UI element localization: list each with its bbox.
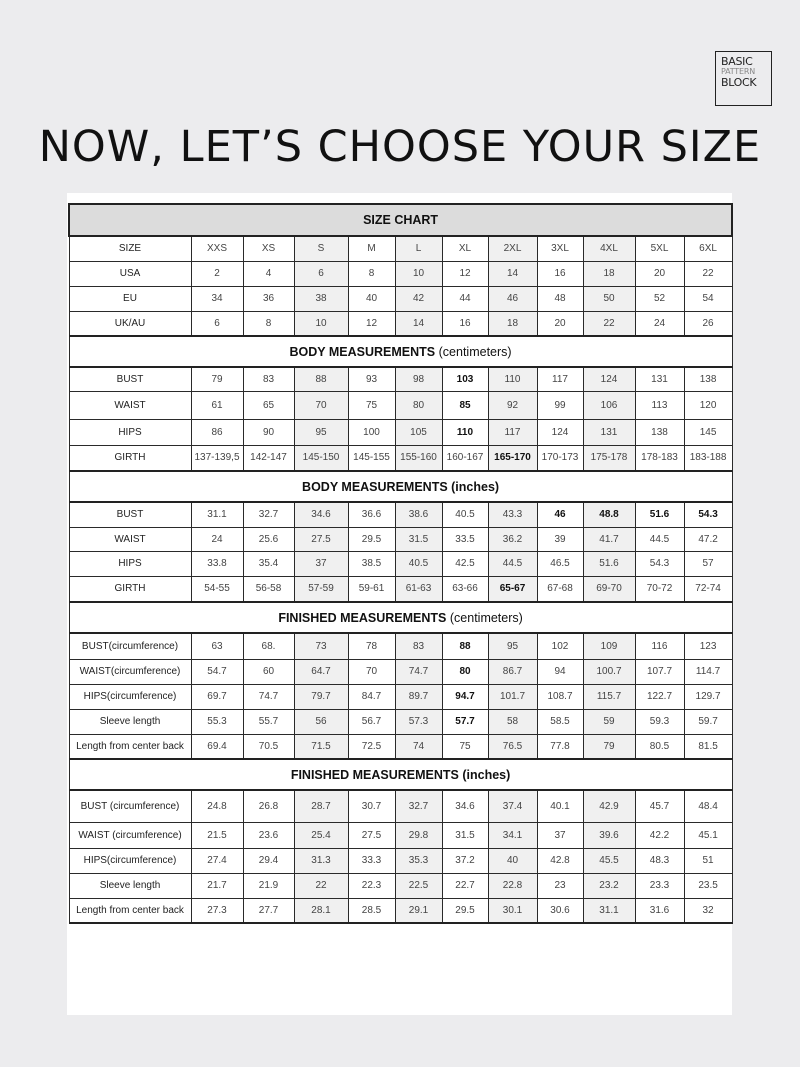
logo-line-3: BLOCK	[721, 76, 757, 89]
measure-cell: 142-147	[243, 445, 294, 471]
measure-cell: 25.4	[294, 822, 348, 848]
size-cell: 6	[191, 311, 243, 336]
measure-cell: 42.2	[635, 822, 684, 848]
measure-cell: 83	[243, 367, 294, 391]
row-label: BUST (circumference)	[69, 790, 191, 822]
size-cell: 54	[684, 286, 732, 311]
measure-cell: 65-67	[488, 576, 537, 602]
measure-cell: 78	[348, 633, 395, 659]
measure-cell: 170-173	[537, 445, 583, 471]
measure-cell: 31.1	[583, 898, 635, 923]
measure-cell: 105	[395, 419, 442, 445]
measure-cell: 23.3	[635, 873, 684, 898]
row-label: HIPS(circumference)	[69, 848, 191, 873]
measure-cell: 35.3	[395, 848, 442, 873]
page-headline: NOW, LET’S CHOOSE YOUR SIZE	[38, 122, 762, 172]
measure-cell: 79	[191, 367, 243, 391]
measure-cell: 88	[294, 367, 348, 391]
measure-cell: 124	[537, 419, 583, 445]
measure-cell: 44.5	[488, 551, 537, 576]
size-cell: 14	[488, 261, 537, 286]
measure-cell: 107.7	[635, 659, 684, 684]
measure-cell: 145	[684, 419, 732, 445]
measure-cell: 42.9	[583, 790, 635, 822]
size-cell: 16	[537, 261, 583, 286]
measure-cell: 30.1	[488, 898, 537, 923]
row-label: EU	[69, 286, 191, 311]
size-cell: 6	[294, 261, 348, 286]
measure-cell: 69.7	[191, 684, 243, 709]
measure-cell: 80	[442, 659, 488, 684]
measure-cell: 58	[488, 709, 537, 734]
size-cell: 38	[294, 286, 348, 311]
measure-cell: 22.5	[395, 873, 442, 898]
size-cell: 18	[488, 311, 537, 336]
measure-cell: 89.7	[395, 684, 442, 709]
size-cell: 4	[243, 261, 294, 286]
measure-cell: 74.7	[395, 659, 442, 684]
measure-cell: 138	[684, 367, 732, 391]
measure-cell: 37.4	[488, 790, 537, 822]
measure-cell: 31.5	[442, 822, 488, 848]
measure-cell: 40.5	[442, 502, 488, 527]
size-cell: 22	[583, 311, 635, 336]
measure-cell: 38.5	[348, 551, 395, 576]
measure-cell: 22.7	[442, 873, 488, 898]
measure-cell: 21.7	[191, 873, 243, 898]
measure-cell: 30.6	[537, 898, 583, 923]
measure-cell: 29.4	[243, 848, 294, 873]
measure-cell: 100	[348, 419, 395, 445]
section-header	[69, 759, 732, 790]
size-cell: 52	[635, 286, 684, 311]
measure-cell: 59.3	[635, 709, 684, 734]
section-title: BODY MEASUREMENTS	[289, 344, 436, 359]
measure-cell: 44.5	[635, 527, 684, 551]
measure-cell: 73	[294, 633, 348, 659]
measure-cell: 93	[348, 367, 395, 391]
measure-cell: 34.6	[442, 790, 488, 822]
size-cell: S	[294, 236, 348, 261]
measure-cell: 98	[395, 367, 442, 391]
size-cell: 12	[442, 261, 488, 286]
measure-cell: 42.5	[442, 551, 488, 576]
size-cell: L	[395, 236, 442, 261]
measure-cell: 48.3	[635, 848, 684, 873]
measure-cell: 23.2	[583, 873, 635, 898]
measure-cell: 37	[294, 551, 348, 576]
measure-cell: 33.5	[442, 527, 488, 551]
measure-cell: 57.3	[395, 709, 442, 734]
row-label: GIRTH	[69, 576, 191, 602]
measure-cell: 57	[684, 551, 732, 576]
measure-cell: 59-61	[348, 576, 395, 602]
measure-cell: 165-170	[488, 445, 537, 471]
measure-cell: 58.5	[537, 709, 583, 734]
measure-cell: 43.3	[488, 502, 537, 527]
measure-cell: 114.7	[684, 659, 732, 684]
measure-cell: 56-58	[243, 576, 294, 602]
row-label: Length from center back	[69, 734, 191, 759]
measure-cell: 27.4	[191, 848, 243, 873]
measure-cell: 26.8	[243, 790, 294, 822]
measure-cell: 101.7	[488, 684, 537, 709]
row-label: SIZE	[69, 236, 191, 261]
measure-cell: 38.6	[395, 502, 442, 527]
section-header	[69, 471, 732, 502]
row-label: Sleeve length	[69, 873, 191, 898]
measure-cell: 110	[488, 367, 537, 391]
size-cell: XXS	[191, 236, 243, 261]
measure-cell: 124	[583, 367, 635, 391]
measure-cell: 29.1	[395, 898, 442, 923]
measure-cell: 109	[583, 633, 635, 659]
measure-cell: 47.2	[684, 527, 732, 551]
measure-cell: 55.3	[191, 709, 243, 734]
measure-cell: 63	[191, 633, 243, 659]
measure-cell: 45.5	[583, 848, 635, 873]
measure-cell: 45.1	[684, 822, 732, 848]
row-label: WAIST	[69, 527, 191, 551]
measure-cell: 24	[191, 527, 243, 551]
measure-cell: 72.5	[348, 734, 395, 759]
measure-cell: 70	[348, 659, 395, 684]
measure-cell: 21.9	[243, 873, 294, 898]
measure-cell: 70-72	[635, 576, 684, 602]
measure-cell: 100.7	[583, 659, 635, 684]
row-label: GIRTH	[69, 445, 191, 471]
row-label: WAIST(circumference)	[69, 659, 191, 684]
measure-cell: 56	[294, 709, 348, 734]
size-cell: 20	[635, 261, 684, 286]
measure-cell: 84.7	[348, 684, 395, 709]
measure-cell: 57.7	[442, 709, 488, 734]
measure-cell: 65	[243, 391, 294, 419]
size-cell: 50	[583, 286, 635, 311]
measure-cell: 138	[635, 419, 684, 445]
measure-cell: 178-183	[635, 445, 684, 471]
measure-cell: 71.5	[294, 734, 348, 759]
row-label: UK/AU	[69, 311, 191, 336]
size-cell: 18	[583, 261, 635, 286]
measure-cell: 21.5	[191, 822, 243, 848]
measure-cell: 27.7	[243, 898, 294, 923]
measure-cell: 67-68	[537, 576, 583, 602]
measure-cell: 122.7	[635, 684, 684, 709]
measure-cell: 90	[243, 419, 294, 445]
size-cell: 20	[537, 311, 583, 336]
logo-line-1: BASIC	[721, 55, 753, 68]
measure-cell: 24.8	[191, 790, 243, 822]
measure-cell: 34.6	[294, 502, 348, 527]
measure-cell: 80.5	[635, 734, 684, 759]
measure-cell: 27.5	[294, 527, 348, 551]
measure-cell: 103	[442, 367, 488, 391]
measure-cell: 76.5	[488, 734, 537, 759]
size-cell: 42	[395, 286, 442, 311]
measure-cell: 23	[537, 873, 583, 898]
measure-cell: 110	[442, 419, 488, 445]
size-cell: XS	[243, 236, 294, 261]
measure-cell: 80	[395, 391, 442, 419]
measure-cell: 131	[583, 419, 635, 445]
measure-cell: 29.8	[395, 822, 442, 848]
size-cell: 24	[635, 311, 684, 336]
size-cell: 26	[684, 311, 732, 336]
row-label: HIPS	[69, 551, 191, 576]
measure-cell: 29.5	[348, 527, 395, 551]
row-label: BUST	[69, 367, 191, 391]
size-cell: 46	[488, 286, 537, 311]
measure-cell: 51.6	[583, 551, 635, 576]
size-cell: 36	[243, 286, 294, 311]
measure-cell: 74	[395, 734, 442, 759]
measure-cell: 54.3	[635, 551, 684, 576]
measure-cell: 48.8	[583, 502, 635, 527]
measure-cell: 145-155	[348, 445, 395, 471]
measure-cell: 94	[537, 659, 583, 684]
measure-cell: 94.7	[442, 684, 488, 709]
measure-cell: 145-150	[294, 445, 348, 471]
section-title: FINISHED MEASUREMENTS	[278, 610, 447, 625]
measure-cell: 31.1	[191, 502, 243, 527]
measure-cell: 113	[635, 391, 684, 419]
measure-cell: 61-63	[395, 576, 442, 602]
measure-cell: 137-139,5	[191, 445, 243, 471]
measure-cell: 120	[684, 391, 732, 419]
measure-cell: 32	[684, 898, 732, 923]
measure-cell: 39	[537, 527, 583, 551]
measure-cell: 22.8	[488, 873, 537, 898]
measure-cell: 23.5	[684, 873, 732, 898]
section-title: BODY MEASUREMENTS (inches)	[302, 479, 500, 494]
measure-cell: 68.	[243, 633, 294, 659]
measure-cell: 72-74	[684, 576, 732, 602]
measure-cell: 27.5	[348, 822, 395, 848]
measure-cell: 86	[191, 419, 243, 445]
measure-cell: 28.1	[294, 898, 348, 923]
size-cell: 8	[243, 311, 294, 336]
measure-cell: 95	[488, 633, 537, 659]
measure-cell: 37.2	[442, 848, 488, 873]
section-header	[69, 336, 732, 367]
measure-cell: 46.5	[537, 551, 583, 576]
measure-cell: 117	[488, 419, 537, 445]
measure-cell: 60	[243, 659, 294, 684]
measure-cell: 31.6	[635, 898, 684, 923]
measure-cell: 83	[395, 633, 442, 659]
size-cell: 5XL	[635, 236, 684, 261]
measure-cell: 28.5	[348, 898, 395, 923]
measure-cell: 31.5	[395, 527, 442, 551]
measure-cell: 36.6	[348, 502, 395, 527]
measure-cell: 123	[684, 633, 732, 659]
measure-cell: 69.4	[191, 734, 243, 759]
measure-cell: 99	[537, 391, 583, 419]
size-cell: 10	[294, 311, 348, 336]
measure-cell: 86.7	[488, 659, 537, 684]
measure-cell: 116	[635, 633, 684, 659]
measure-cell: 32.7	[395, 790, 442, 822]
measure-cell: 51.6	[635, 502, 684, 527]
measure-cell: 40.1	[537, 790, 583, 822]
measure-cell: 40	[488, 848, 537, 873]
measure-cell: 29.5	[442, 898, 488, 923]
measure-cell: 33.3	[348, 848, 395, 873]
size-cell: 10	[395, 261, 442, 286]
measure-cell: 40.5	[395, 551, 442, 576]
row-label: WAIST	[69, 391, 191, 419]
measure-cell: 25.6	[243, 527, 294, 551]
size-cell: M	[348, 236, 395, 261]
size-cell: 6XL	[684, 236, 732, 261]
size-cell: 44	[442, 286, 488, 311]
measure-cell: 30.7	[348, 790, 395, 822]
measure-cell: 79	[583, 734, 635, 759]
measure-cell: 85	[442, 391, 488, 419]
measure-cell: 36.2	[488, 527, 537, 551]
measure-cell: 37	[537, 822, 583, 848]
size-cell: 22	[684, 261, 732, 286]
measure-cell: 57-59	[294, 576, 348, 602]
measure-cell: 117	[537, 367, 583, 391]
measure-cell: 63-66	[442, 576, 488, 602]
measure-cell: 28.7	[294, 790, 348, 822]
measure-cell: 56.7	[348, 709, 395, 734]
row-label: Sleeve length	[69, 709, 191, 734]
size-cell: 3XL	[537, 236, 583, 261]
measure-cell: 115.7	[583, 684, 635, 709]
measure-cell: 41.7	[583, 527, 635, 551]
size-cell: 4XL	[583, 236, 635, 261]
measure-cell: 70	[294, 391, 348, 419]
size-cell: 48	[537, 286, 583, 311]
size-cell: 16	[442, 311, 488, 336]
section-unit: (centimeters)	[438, 344, 512, 359]
size-chart-title: SIZE CHART	[69, 204, 732, 236]
measure-cell: 48.4	[684, 790, 732, 822]
size-cell: XL	[442, 236, 488, 261]
measure-cell: 54-55	[191, 576, 243, 602]
measure-cell: 183-188	[684, 445, 732, 471]
row-label: BUST(circumference)	[69, 633, 191, 659]
row-label: Length from center back	[69, 898, 191, 923]
measure-cell: 42.8	[537, 848, 583, 873]
measure-cell: 88	[442, 633, 488, 659]
size-cell: 2	[191, 261, 243, 286]
size-cell: 8	[348, 261, 395, 286]
row-label: HIPS(circumference)	[69, 684, 191, 709]
measure-cell: 61	[191, 391, 243, 419]
measure-cell: 75	[348, 391, 395, 419]
measure-cell: 155-160	[395, 445, 442, 471]
section-title: FINISHED MEASUREMENTS (inches)	[290, 767, 511, 782]
measure-cell: 160-167	[442, 445, 488, 471]
measure-cell: 46	[537, 502, 583, 527]
measure-cell: 75	[442, 734, 488, 759]
measure-cell: 64.7	[294, 659, 348, 684]
measure-cell: 54.7	[191, 659, 243, 684]
measure-cell: 59.7	[684, 709, 732, 734]
measure-cell: 77.8	[537, 734, 583, 759]
measure-cell: 54.3	[684, 502, 732, 527]
measure-cell: 34.1	[488, 822, 537, 848]
measure-cell: 22	[294, 873, 348, 898]
measure-cell: 175-178	[583, 445, 635, 471]
measure-cell: 27.3	[191, 898, 243, 923]
measure-cell: 45.7	[635, 790, 684, 822]
measure-cell: 22.3	[348, 873, 395, 898]
size-cell: 34	[191, 286, 243, 311]
measure-cell: 74.7	[243, 684, 294, 709]
measure-cell: 92	[488, 391, 537, 419]
size-cell: 40	[348, 286, 395, 311]
size-cell: 2XL	[488, 236, 537, 261]
row-label: WAIST (circumference)	[69, 822, 191, 848]
measure-cell: 108.7	[537, 684, 583, 709]
logo-line-2: PATTERN	[721, 67, 755, 76]
size-chart-table	[68, 203, 733, 924]
measure-cell: 70.5	[243, 734, 294, 759]
row-label: HIPS	[69, 419, 191, 445]
measure-cell: 106	[583, 391, 635, 419]
measure-cell: 69-70	[583, 576, 635, 602]
measure-cell: 95	[294, 419, 348, 445]
measure-cell: 55.7	[243, 709, 294, 734]
size-cell: 14	[395, 311, 442, 336]
brand-logo	[715, 51, 772, 106]
measure-cell: 79.7	[294, 684, 348, 709]
measure-cell: 23.6	[243, 822, 294, 848]
measure-cell: 102	[537, 633, 583, 659]
section-unit: (centimeters)	[449, 610, 523, 625]
measure-cell: 32.7	[243, 502, 294, 527]
measure-cell: 59	[583, 709, 635, 734]
measure-cell: 35.4	[243, 551, 294, 576]
size-cell: 12	[348, 311, 395, 336]
row-label: BUST	[69, 502, 191, 527]
measure-cell: 131	[635, 367, 684, 391]
measure-cell: 39.6	[583, 822, 635, 848]
row-label: USA	[69, 261, 191, 286]
measure-cell: 129.7	[684, 684, 732, 709]
section-header	[69, 602, 732, 633]
measure-cell: 33.8	[191, 551, 243, 576]
measure-cell: 31.3	[294, 848, 348, 873]
measure-cell: 51	[684, 848, 732, 873]
measure-cell: 81.5	[684, 734, 732, 759]
